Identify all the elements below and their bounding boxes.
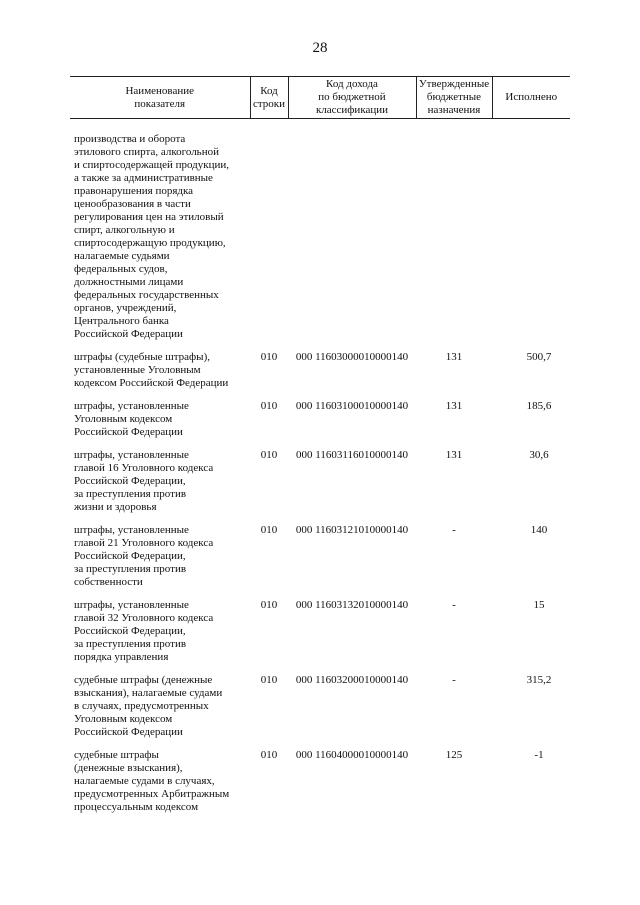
row-approved-value <box>416 524 492 599</box>
row-income-code-text: 000 11604000010000140 <box>295 749 409 761</box>
table-body <box>70 119 570 825</box>
row-line-code-text: 010 <box>260 400 278 412</box>
row-executed-value-text: 140 <box>530 524 548 536</box>
header-line-code: Код строки <box>250 77 288 119</box>
row-approved-value <box>416 599 492 674</box>
row-line-code <box>250 449 288 524</box>
row-indicator-name-text: судебные штрафы (денежные взыскания), налагаемые судами в случаях, предусмотренных Уголовным кодексом Российской Федерации <box>74 674 223 738</box>
row-approved-value-text: - <box>452 674 456 686</box>
row-indicator-name <box>70 400 250 449</box>
row-line-code <box>250 400 288 449</box>
row-executed-value-text: 500,7 <box>526 351 552 363</box>
row-executed-value-text: -1 <box>534 749 544 761</box>
table-row <box>70 524 570 599</box>
row-indicator-name <box>70 351 250 400</box>
row-executed-value <box>492 351 570 400</box>
row-line-code <box>250 524 288 599</box>
table-row <box>70 449 570 524</box>
row-line-code <box>250 119 288 352</box>
row-line-code-text: 010 <box>260 599 278 611</box>
row-approved-value-text: - <box>452 524 456 536</box>
row-executed-value <box>492 599 570 674</box>
row-approved-value <box>416 749 492 824</box>
row-indicator-name <box>70 674 250 749</box>
row-indicator-name-text: штрафы, установленные главой 32 Уголовного кодекса Российской Федерации, за преступления против порядка управления <box>74 599 214 663</box>
row-executed-value <box>492 119 570 352</box>
row-approved-value-text: 125 <box>445 749 463 761</box>
table-row <box>70 674 570 749</box>
row-income-code <box>288 449 416 524</box>
row-executed-value-text: 315,2 <box>526 674 552 686</box>
row-indicator-name-text: штрафы, установленные главой 21 Уголовного кодекса Российской Федерации, за преступления против собственности <box>74 524 214 588</box>
row-income-code-text: 000 11603116010000140 <box>296 449 408 461</box>
table-row <box>70 749 570 824</box>
row-line-code <box>250 674 288 749</box>
row-indicator-name-text: штрафы, установленные главой 16 Уголовного кодекса Российской Федерации, за преступления против жизни и здоровья <box>74 449 214 513</box>
row-executed-value-text: 185,6 <box>526 400 552 412</box>
row-line-code-text: 010 <box>260 524 278 536</box>
row-indicator-name-text: штрафы, установленные Уголовным кодексом Российской Федерации <box>74 400 189 438</box>
row-executed-value <box>492 749 570 824</box>
row-income-code-text: 000 11603100010000140 <box>295 400 409 412</box>
table-row <box>70 351 570 400</box>
row-income-code-text: 000 11603132010000140 <box>295 599 409 611</box>
row-indicator-name <box>70 599 250 674</box>
row-line-code <box>250 749 288 824</box>
header-executed: Исполнено <box>492 77 570 119</box>
table-row <box>70 119 570 352</box>
row-approved-value <box>416 351 492 400</box>
table-row <box>70 599 570 674</box>
row-income-code-text: 000 11603121010000140 <box>295 524 409 536</box>
row-executed-value <box>492 400 570 449</box>
row-indicator-name <box>70 749 250 824</box>
row-income-code <box>288 599 416 674</box>
row-approved-value-text: 131 <box>445 351 463 363</box>
header-income-code: Код дохода по бюджетной классификации <box>288 77 416 119</box>
budget-table <box>70 76 570 824</box>
row-executed-value <box>492 449 570 524</box>
row-approved-value <box>416 400 492 449</box>
row-income-code <box>288 351 416 400</box>
row-line-code-text: 010 <box>260 449 278 461</box>
header-indicator-name: Наименование показателя <box>70 77 250 119</box>
row-income-code <box>288 119 416 352</box>
row-income-code-text: 000 11603200010000140 <box>295 674 409 686</box>
row-line-code <box>250 599 288 674</box>
row-income-code <box>288 400 416 449</box>
row-indicator-name-text: производства и оборота этилового спирта, алкогольной и спиртосодержащей продукции, а также за административные правонарушения порядка ценообразования в части регулирования цен на этиловый спирт, алкогольную и спиртосодержащую продукцию, налагаемые судьями федеральных судов, должностными лицами федеральных государственных органов, учреждений, Центрального банка Российской Федерации <box>74 133 230 340</box>
row-indicator-name-text: судебные штрафы (денежные взыскания), налагаемые судами в случаях, предусмотренных Арбитражным процессуальным кодексом <box>74 749 230 813</box>
row-executed-value-text: 30,6 <box>529 449 549 461</box>
row-indicator-name <box>70 524 250 599</box>
row-line-code <box>250 351 288 400</box>
row-approved-value <box>416 449 492 524</box>
row-approved-value-text: 131 <box>445 449 463 461</box>
row-indicator-name <box>70 119 250 352</box>
table-header-row <box>70 77 570 119</box>
row-indicator-name-text: штрафы (судебные штрафы), установленные Уголовным кодексом Российской Федерации <box>74 351 229 389</box>
table-row <box>70 400 570 449</box>
row-income-code <box>288 674 416 749</box>
row-executed-value <box>492 674 570 749</box>
row-line-code-text: 010 <box>260 351 278 363</box>
row-line-code-text: 010 <box>260 674 278 686</box>
row-indicator-name <box>70 449 250 524</box>
row-approved-value-text: 131 <box>445 400 463 412</box>
row-income-code <box>288 524 416 599</box>
row-approved-value <box>416 119 492 352</box>
row-approved-value <box>416 674 492 749</box>
row-income-code-text: 000 11603000010000140 <box>295 351 409 363</box>
row-executed-value <box>492 524 570 599</box>
row-line-code-text: 010 <box>260 749 278 761</box>
page-number: 28 <box>312 40 328 56</box>
row-approved-value-text: - <box>452 599 456 611</box>
row-executed-value-text: 15 <box>533 599 545 611</box>
row-income-code <box>288 749 416 824</box>
header-approved: Утвержденные бюджетные назначения <box>416 77 492 119</box>
